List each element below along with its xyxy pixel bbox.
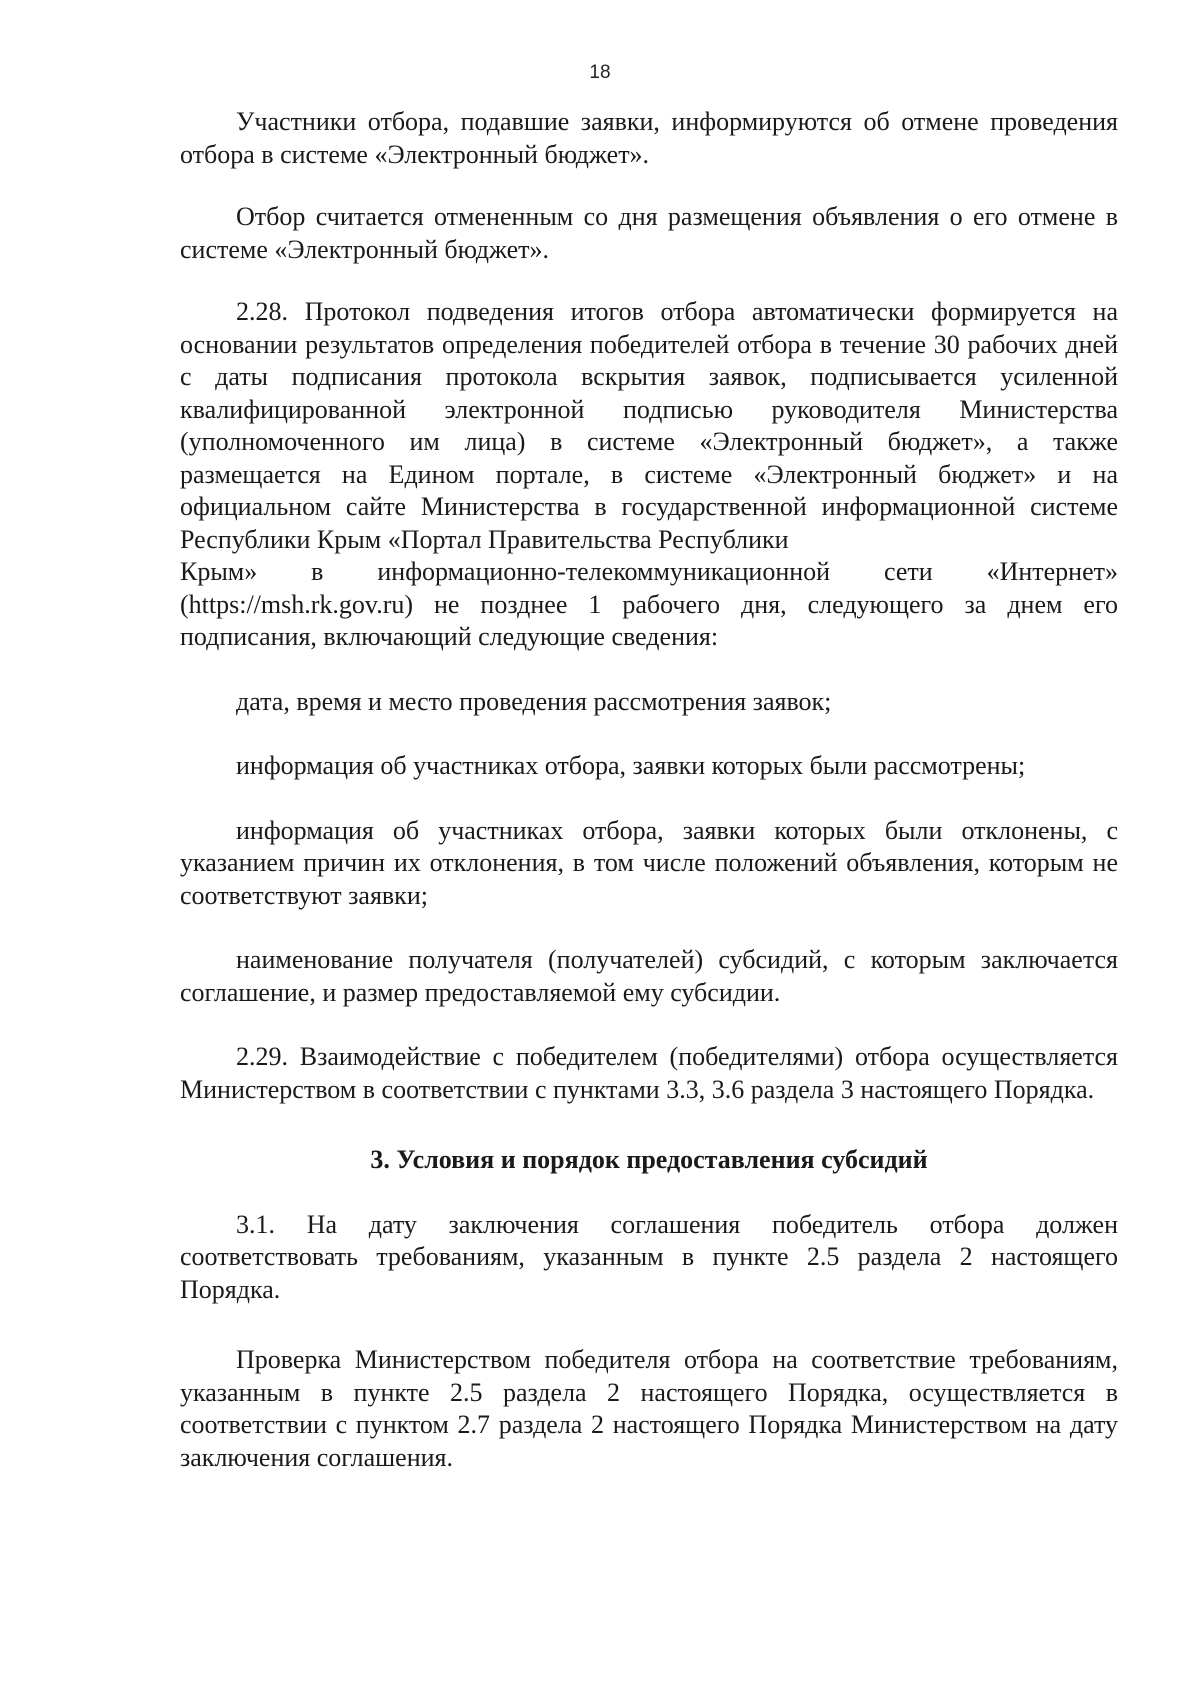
document-body — [180, 106, 1118, 1474]
paragraph-cancel-date: Отбор считается отмененным со дня размещения объявления о его отмене в системе «Электронный бюджет». — [180, 202, 1118, 264]
paragraph-2-28-continued: Крым» в информационно-телекоммуникационной сети «Интернет» (https://msh.rk.gov.ru) не позднее 1 рабочего дня, следующего за днем его подписания, включающий следующие сведения: — [180, 557, 1118, 651]
paragraph-cancel-notice: Участники отбора, подавшие заявки, информируются об отмене проведения отбора в системе «Электронный бюджет». — [180, 107, 1118, 169]
paragraph-verification: Проверка Министерством победителя отбора на соответствие требованиям, указанным в пункте 2.5 раздела 2 настоящего Порядка, осуществляется в соответствии с пунктом 2.7 раздела 2 настоящего Порядка Министерством на дату заключения соглашения. — [180, 1345, 1118, 1472]
section-heading: 3. Условия и порядок предоставления субсидий — [370, 1145, 928, 1174]
page-number: 18 — [589, 62, 611, 83]
paragraph-3-1: 3.1. На дату заключения соглашения победитель отбора должен соответствовать требованиям, указанным в пункте 2.5 раздела 2 настоящего Порядка. — [180, 1209, 1118, 1304]
list-item-recipient-name: наименование получателя (получателей) субсидий, с которым заключается соглашение, и размер предоставляемой ему субсидии. — [180, 945, 1118, 1007]
paragraph-2-29: 2.29. Взаимодействие с победителем (победителями) отбора осуществляется Министерством в соответствии с пунктами 3.3, 3.6 раздела 3 настоящего Порядка. — [180, 1042, 1118, 1104]
list-item-reviewed-participants: информация об участниках отбора, заявки которых были рассмотрены; — [236, 751, 1026, 780]
paragraph-2-28: 2.28. Протокол подведения итогов отбора автоматически формируется на основании результатов определения победителей отбора в течение 30 рабочих дней с даты подписания протокола вскрытия заявок, подписывается усиленной квалифицированной электронной подписью руководителя Министерства (уполномоченного им лица) в системе «Электронный бюджет», а также размещается на Едином портале, в системе «Электронный бюджет» и на официальном сайте Министерства в государственной информационной системе Республики Крым «Портал Правительства Республики — [180, 297, 1118, 554]
list-item-date-time-place: дата, время и место проведения рассмотрения заявок; — [236, 686, 832, 716]
list-item-rejected-participants: информация об участниках отбора, заявки которых были отклонены, с указанием причин их отклонения, в том числе положений объявления, которым не соответствуют заявки; — [180, 815, 1118, 910]
